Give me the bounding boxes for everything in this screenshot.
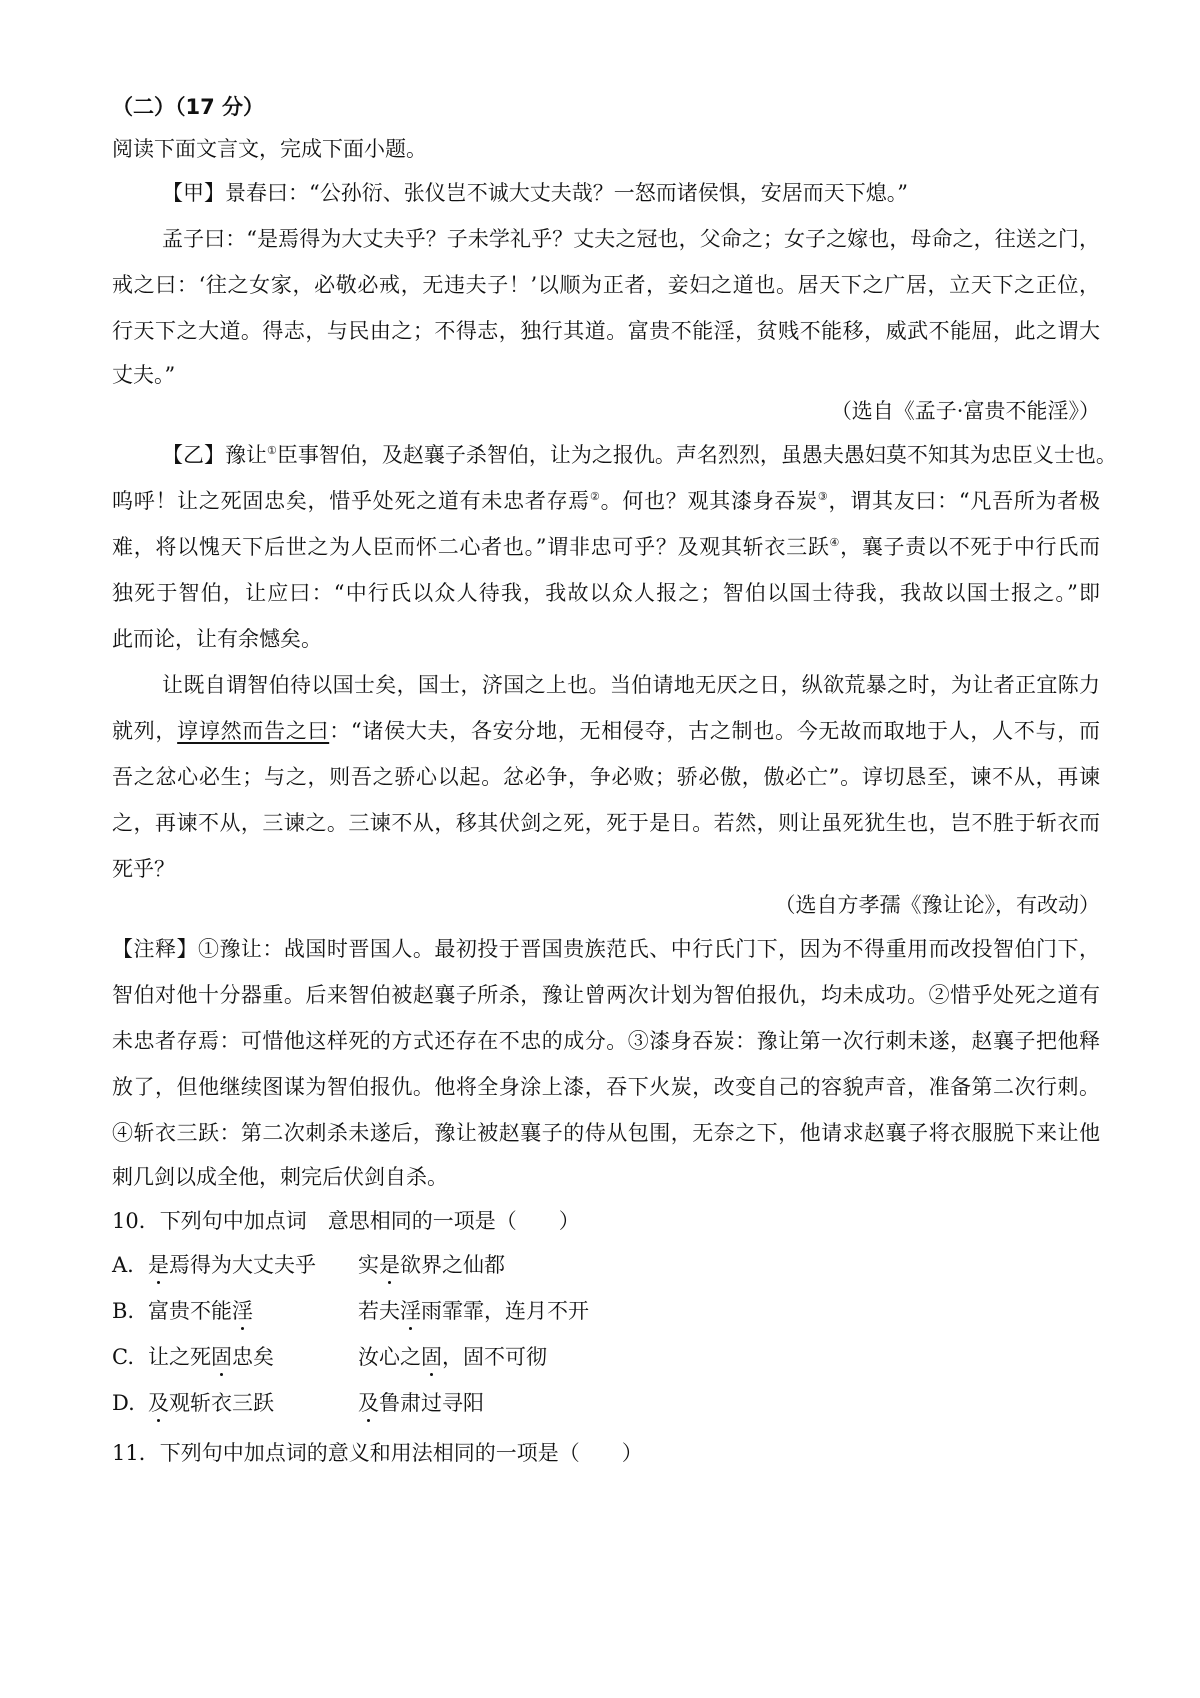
yi-p2-line-2: 就列，谆谆然而告之曰：“诸侯大夫，各安分地，无相侵夺，古之制也。今无故而取地于人，人不与，而 <box>112 719 1101 743</box>
jia-p2-line-3: 行天下之大道。得志，与民由之；不得志，独行其道。富贵不能淫，贫贱不能移，威武不能屈，此之谓大 <box>112 319 1100 343</box>
dotted-word: 是 <box>148 1253 169 1277</box>
footnote-mark: ② <box>590 490 601 503</box>
dotted-word: 固 <box>211 1345 232 1369</box>
yi-line-3: 难，将以愧天下后世之为人臣而怀二心者也。”谓非忠可乎？及观其斩衣三跃④，襄子责以不死于中行氏而 <box>112 535 1100 559</box>
notes-line-5: ④斩衣三跃：第二次刺杀未遂后，豫让被赵襄子的侍从包围，无奈之下，他请求赵襄子将衣服脱下来让他 <box>112 1121 1100 1145</box>
yi-p2-line-3: 吾之忿心必生；与之，则吾之骄心以起。忿必争，争必败；骄必傲，傲必亡”。谆切恳至，谏不从，再谏 <box>112 765 1100 789</box>
yi-p2-line-5: 死乎？ <box>112 857 175 881</box>
footnote-mark: ③ <box>817 490 829 503</box>
yi-line-4: 独死于智伯，让应曰：“中行氏以众人待我，我故以众人报之；智伯以国士待我，我故以国士报之。”即 <box>112 581 1100 605</box>
question-10-stem: 10．下列句中加点词 意思相同的一项是（ ） <box>112 1209 580 1233</box>
dotted-word: 及 <box>148 1391 169 1415</box>
jia-p2-line-2: 戒之曰：‘往之女家，必敬必戒，无违夫子！’以顺为正者，妾妇之道也。居天下之广居，立天下之正位， <box>112 273 1100 297</box>
jia-source: （选自《孟子·富贵不能淫》） <box>830 399 1100 423</box>
dotted-word: 是 <box>379 1253 400 1277</box>
exam-page: （二）（17 分） 阅读下面文言文，完成下面小题。 【甲】景春曰：“公孙衍、张仪岂不诚大丈夫哉？一怒而诸侯惧，安居而天下熄。” 孟子曰：“是焉得为大丈夫乎？子未学礼乎？丈夫之冠也，父命之；女子之嫁也，母命之，往送之门， 戒之曰：‘往之女家，必敬必戒，无违夫子！’以顺为正者，妾妇之道也。居天下之广居，立天下之正位， 行天下之大道。得志，与民由之；不得志，独行其道。富贵不能淫，贫贱不能移，威武不能屈，此之谓大 丈夫。” （选自《孟子·富贵不能淫》） 【乙】豫让①臣事智伯，及赵襄子杀智伯，让为之报仇。声名烈烈，虽愚夫愚妇莫不知其为忠臣义士也。 呜呼！让之死固忠矣，惜乎处死之道有未忠者存焉②。何也？观其漆身吞炭③，谓其友曰：“凡吾所为者极 难，将以愧天下后世之为人臣而怀二心者也。”谓非忠可乎？及观其斩衣三跃④，襄子责以不死于中行氏而 独死于智伯，让应曰：“中行氏以众人待我，我故以众人报之；智伯以国士待我，我故以国士报之。”即 此而论，让有余憾矣。 让既自谓智伯待以国士矣，国士，济国之上也。当伯请地无厌之日，纵欲荒暴之时，为让者正宜陈力 就列，谆谆然而告之曰：“诸侯大夫，各安分地，无相侵夺，古之制也。今无故而取地于人，人不与，而 吾之忿心必生；与之，则吾之骄心以起。忿必争，争必败；骄必傲，傲必亡”。谆切恳至，谏不从，再谏 之，再谏不从，三谏之。三谏不从，移其伏剑之死，死于是日。若然，则让虽死犹生也，岂不胜于斩衣而 死乎？ （选自方孝孺《豫让论》，有改动） 【注释】①豫让：战国时晋国人。最初投于晋国贵族范氏、中行氏门下，因为不得重用而改投智伯门下， 智伯对他十分器重。后来智伯被赵襄子所杀，豫让曾两次计划为智伯报仇，均未成功。②惜乎处死之道有 未忠者存焉：可惜他这样死的方式还存在不忠的成分。③漆身吞炭：豫让第一次行刺未遂，赵襄子把他释 放了，但他继续图谋为智伯报仇。他将全身涂上漆，吞下火炭，改变自己的容貌声音，准备第二次行刺。 ④斩衣三跃：第二次刺杀未遂后，豫让被赵襄子的侍从包围，无奈之下，他请求赵襄子将衣服脱下来让他 刺几剑以成全他，刺完后伏剑自杀。 10．下列句中加点词 意思相同的一项是（ ） A. 是焉得为大丈夫乎 实是欲界之仙都 B. 富贵不能淫 若夫淫雨霏霏，连月不开 C. 让之死固忠矣 汝心之固，固不可彻 D. 及观斩衣三跃 及鲁肃过寻阳 11．下列句中加点词的意义和用法相同的一项是（ ） <box>0 0 1200 1698</box>
footnote-mark: ① <box>267 444 277 457</box>
jia-tag: 【甲】 <box>162 181 225 205</box>
yi-p2-line-4: 之，再谏不从，三谏之。三谏不从，移其伏剑之死，死于是日。若然，则让虽死犹生也，岂不胜于斩衣而 <box>112 811 1100 835</box>
yi-line-5: 此而论，让有余憾矣。 <box>112 627 322 651</box>
dotted-word: 淫 <box>400 1299 421 1323</box>
jia-line-1: 【甲】景春曰：“公孙衍、张仪岂不诚大丈夫哉？一怒而诸侯惧，安居而天下熄。” <box>162 181 908 205</box>
dotted-word: 淫 <box>232 1299 253 1323</box>
section-heading: （二）（17 分） <box>112 95 265 119</box>
question-11-stem: 11．下列句中加点词的意义和用法相同的一项是（ ） <box>112 1441 643 1465</box>
yi-p2-line-1: 让既自谓智伯待以国士矣，国士，济国之上也。当伯请地无厌之日，纵欲荒暴之时，为让者正宜陈力 <box>162 673 1100 697</box>
notes-line-6: 刺几剑以成全他，刺完后伏剑自杀。 <box>112 1165 448 1189</box>
yi-tag: 【乙】 <box>162 443 225 467</box>
notes-line-1: 【注释】①豫让：战国时晋国人。最初投于晋国贵族范氏、中行氏门下，因为不得重用而改投智伯门下， <box>112 937 1100 961</box>
footnote-mark: ④ <box>829 536 841 549</box>
jia-p2-line-4: 丈夫。” <box>112 363 176 387</box>
yi-source: （选自方孝孺《豫让论》，有改动） <box>774 893 1100 917</box>
dotted-word: 及 <box>358 1391 379 1415</box>
notes-line-4: 放了，但他继续图谋为智伯报仇。他将全身涂上漆，吞下火炭，改变自己的容貌声音，准备第二次行刺。 <box>112 1075 1100 1099</box>
section-instruction: 阅读下面文言文，完成下面小题。 <box>112 137 427 161</box>
dotted-word: 固 <box>421 1345 442 1369</box>
notes-line-2: 智伯对他十分器重。后来智伯被赵襄子所杀，豫让曾两次计划为智伯报仇，均未成功。②惜乎处死之道有 <box>112 983 1100 1007</box>
jia-p2-line-1: 孟子曰：“是焉得为大丈夫乎？子未学礼乎？丈夫之冠也，父命之；女子之嫁也，母命之，往送之门， <box>162 227 1100 251</box>
underlined-phrase: 谆谆然而告之曰 <box>177 719 330 743</box>
yi-line-2: 呜呼！让之死固忠矣，惜乎处死之道有未忠者存焉②。何也？观其漆身吞炭③，谓其友曰：“凡吾所为者极 <box>112 489 1100 513</box>
yi-line-1: 【乙】豫让①臣事智伯，及赵襄子杀智伯，让为之报仇。声名烈烈，虽愚夫愚妇莫不知其为忠臣义士也。 <box>162 443 1117 467</box>
notes-line-3: 未忠者存焉：可惜他这样死的方式还存在不忠的成分。③漆身吞炭：豫让第一次行刺未遂，赵襄子把他释 <box>112 1029 1100 1053</box>
